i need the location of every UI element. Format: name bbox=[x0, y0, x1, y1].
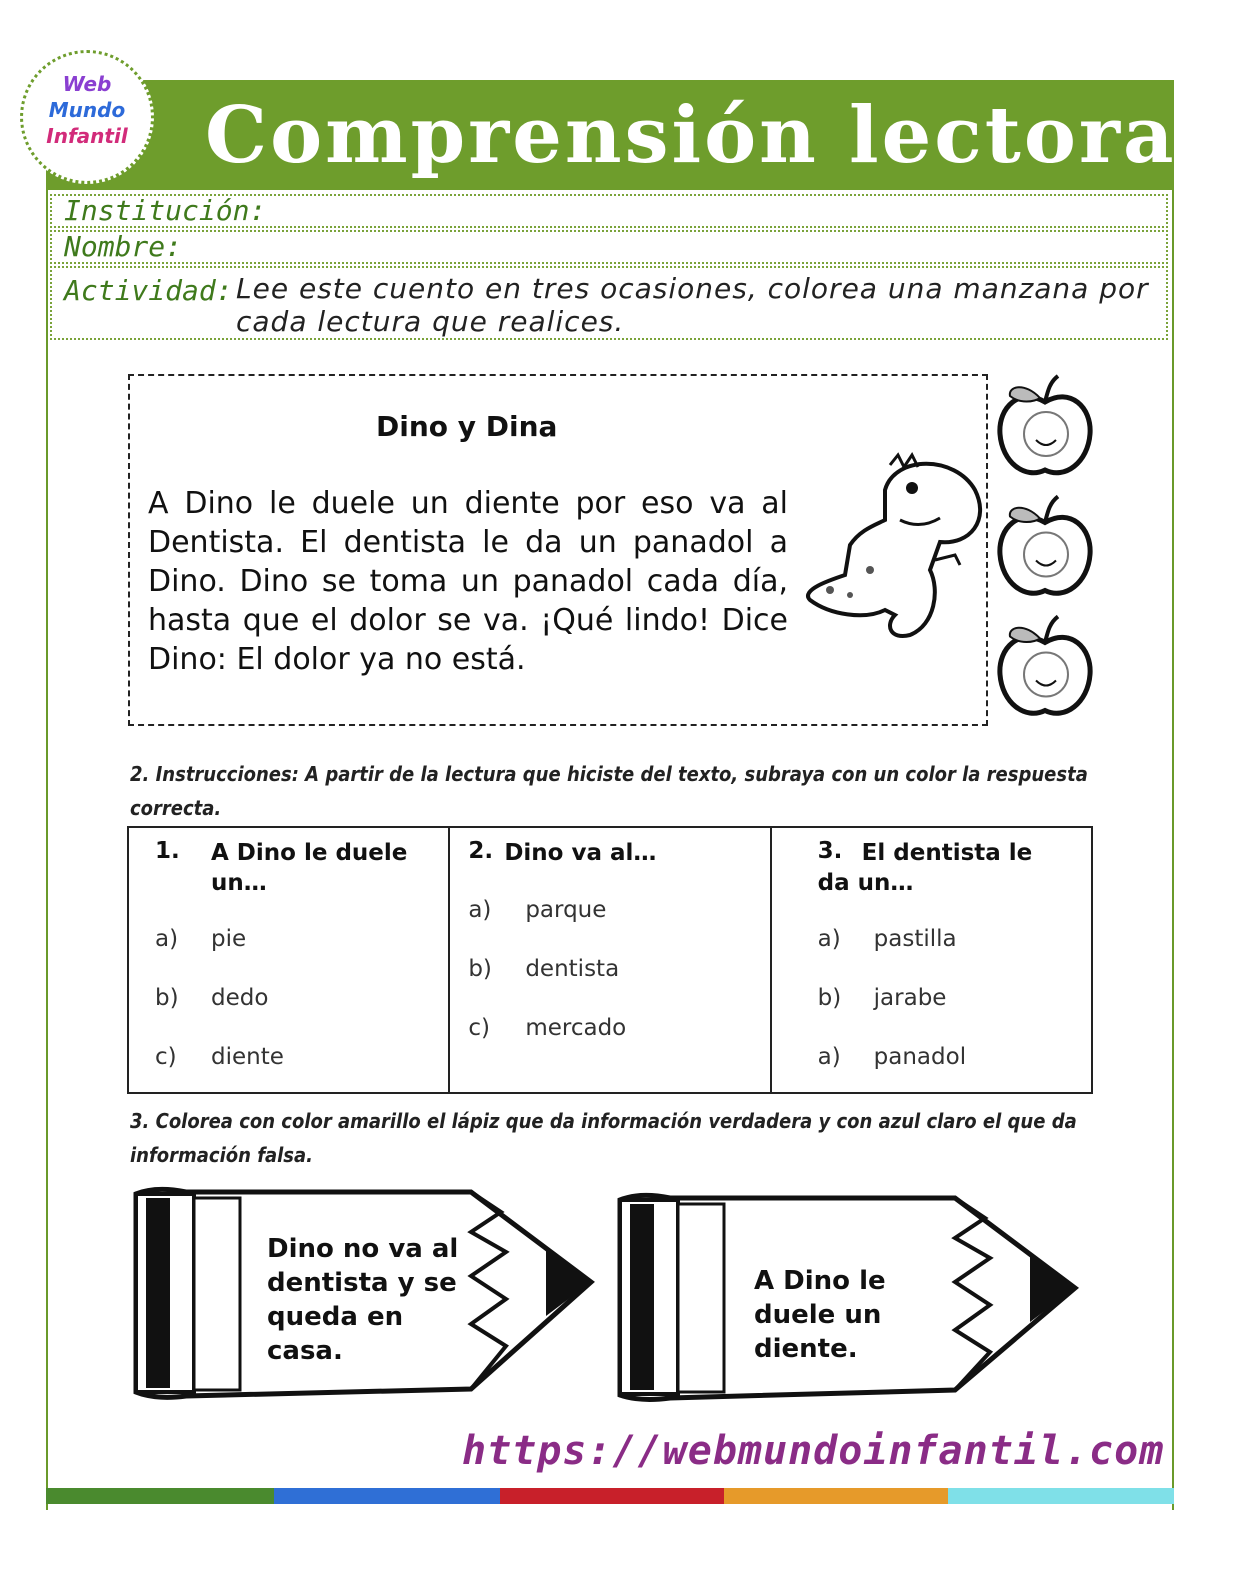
story-text: A Dino le duele un diente por eso va al Dentista. El dentista le da un panadol a Dino. Dino se toma un panadol cada día, hasta que el dolor se va. ¡Qué lindo! Dice Dino: El dolor ya no está. bbox=[148, 486, 788, 677]
q2-option-c[interactable]: mercado bbox=[525, 1015, 627, 1041]
logo-line-3: Infantil bbox=[46, 124, 128, 148]
q1-option-b[interactable]: dedo bbox=[211, 985, 269, 1011]
nombre-field[interactable] bbox=[50, 230, 1168, 264]
institucion-label: Institución: bbox=[64, 194, 267, 227]
pencil-1-text: Dino no va al dentista y se queda en casa. bbox=[267, 1234, 459, 1366]
logo-line-1: Web bbox=[62, 72, 112, 96]
q2-option-a-letter: a) bbox=[468, 897, 492, 923]
q3-option-b-letter: b) bbox=[817, 985, 842, 1011]
question-1-number: 1. bbox=[155, 838, 180, 864]
q1-option-c[interactable]: diente bbox=[211, 1044, 284, 1070]
actividad-text: Lee este cuento en tres ocasiones, colorea una manzana por cada lectura que realices. bbox=[236, 272, 1149, 338]
questions-table bbox=[127, 826, 1093, 1094]
q1-option-a-letter: a) bbox=[155, 926, 179, 952]
logo bbox=[20, 50, 154, 184]
nombre-label: Nombre: bbox=[64, 230, 183, 263]
q3-option-c-letter: a) bbox=[817, 1044, 841, 1070]
question-1-cell bbox=[128, 827, 449, 1093]
dinosaur-illustration bbox=[790, 450, 990, 650]
q2-option-b[interactable]: dentista bbox=[525, 956, 620, 982]
color-bar-blue bbox=[274, 1488, 500, 1504]
question-2-cell bbox=[449, 827, 770, 1093]
color-bar-red bbox=[500, 1488, 724, 1504]
color-bar-cyan bbox=[948, 1488, 1174, 1504]
q2-option-a[interactable]: parque bbox=[525, 897, 607, 923]
color-bar-green bbox=[46, 1488, 274, 1504]
question-3-cell bbox=[771, 827, 1092, 1093]
actividad-field bbox=[50, 266, 1168, 340]
q3-option-c[interactable]: panadol bbox=[873, 1044, 967, 1070]
q2-option-c-letter: c) bbox=[468, 1015, 490, 1041]
page-title: Comprensión lectora bbox=[205, 90, 1177, 181]
color-bar-orange bbox=[724, 1488, 948, 1504]
story-title: Dino y Dina bbox=[376, 410, 558, 443]
question-2-number: 2. bbox=[468, 838, 494, 864]
q1-option-a[interactable]: pie bbox=[211, 926, 247, 952]
apple-1-icon[interactable] bbox=[990, 372, 1100, 482]
q3-option-b[interactable]: jarabe bbox=[873, 985, 947, 1011]
q3-option-a[interactable]: pastilla bbox=[873, 926, 957, 952]
website-url[interactable]: https://webmundoinfantil.com bbox=[462, 1428, 1165, 1474]
instructions-3: 3. Colorea con color amarillo el lápiz que da información verdadera y con azul claro el que da información falsa. bbox=[130, 1109, 1077, 1167]
actividad-label: Actividad: bbox=[64, 274, 233, 307]
q1-option-b-letter: b) bbox=[155, 985, 179, 1011]
apple-3-icon[interactable] bbox=[990, 610, 1100, 725]
question-2-text: Dino va al… bbox=[504, 840, 657, 866]
q3-option-a-letter: a) bbox=[817, 926, 841, 952]
question-3-text: El dentista le da un… bbox=[817, 840, 1033, 896]
logo-line-2: Mundo bbox=[48, 98, 126, 122]
apple-2-icon[interactable] bbox=[990, 490, 1100, 605]
question-3-number: 3. bbox=[817, 838, 843, 864]
q2-option-b-letter: b) bbox=[468, 956, 492, 982]
instructions-2: 2. Instrucciones: A partir de la lectura que hiciste del texto, subraya con un color la respuesta correcta. bbox=[130, 762, 1088, 820]
question-1-text: A Dino le duele un… bbox=[211, 840, 408, 896]
institucion-field[interactable] bbox=[50, 194, 1168, 228]
q1-option-c-letter: c) bbox=[155, 1044, 177, 1070]
pencil-2-text: A Dino le duele un diente. bbox=[754, 1266, 886, 1364]
